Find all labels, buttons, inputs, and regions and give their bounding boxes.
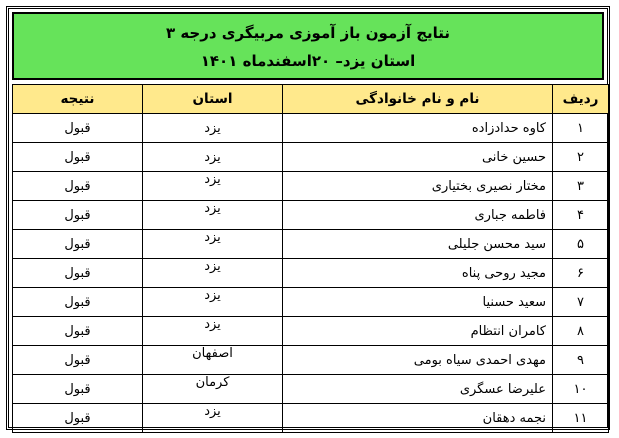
candidate-name: مختار نصیری بختیاری [283, 172, 553, 201]
candidate-name: فاطمه جباری [283, 201, 553, 230]
candidate-province: یزد [143, 143, 283, 172]
candidate-province: یزد [143, 404, 283, 433]
table-row [13, 288, 609, 317]
candidate-province: یزد [143, 288, 283, 317]
candidate-result: قبول [13, 404, 143, 433]
candidate-province: یزد [143, 230, 283, 259]
table-row [13, 317, 609, 346]
row-number: ۱۰ [553, 375, 609, 404]
candidate-result: قبول [13, 201, 143, 230]
candidate-province: یزد [143, 172, 283, 201]
table-row [13, 404, 609, 433]
header-name: نام و نام خانوادگی [283, 85, 553, 114]
candidate-name: مجید روحی پناه [283, 259, 553, 288]
candidate-province: یزد [143, 201, 283, 230]
table-row [13, 375, 609, 404]
title-line-2: استان یزد– ۲۰اسفندماه ۱۴۰۱ [200, 52, 416, 70]
table-row [13, 346, 609, 375]
candidate-result: قبول [13, 375, 143, 404]
candidate-province: کرمان [143, 375, 283, 404]
candidate-province: یزد [143, 259, 283, 288]
table-row [13, 259, 609, 288]
candidate-result: قبول [13, 230, 143, 259]
table-row [13, 230, 609, 259]
candidate-name: سعید حسنیا [283, 288, 553, 317]
candidate-result: قبول [13, 346, 143, 375]
results-sheet [6, 6, 610, 430]
row-number: ۸ [553, 317, 609, 346]
candidate-result: قبول [13, 114, 143, 143]
candidate-name: سید محسن جلیلی [283, 230, 553, 259]
header-row-number: ردیف [553, 85, 609, 114]
row-number: ۵ [553, 230, 609, 259]
candidate-result: قبول [13, 172, 143, 201]
candidate-result: قبول [13, 317, 143, 346]
title-banner [12, 12, 604, 80]
title-line-1: نتایج آزمون باز آموزی مربیگری درجه ۳ [165, 24, 451, 42]
header-result: نتیجه [13, 85, 143, 114]
candidate-name: نجمه دهقان [283, 404, 553, 433]
candidate-name: علیرضا عسگری [283, 375, 553, 404]
row-number: ۱۱ [553, 404, 609, 433]
results-table [12, 84, 609, 433]
candidate-province: یزد [143, 317, 283, 346]
row-number: ۱ [553, 114, 609, 143]
table-row [13, 172, 609, 201]
table-header-row [13, 85, 609, 114]
candidate-name: کامران انتظام [283, 317, 553, 346]
candidate-result: قبول [13, 259, 143, 288]
row-number: ۷ [553, 288, 609, 317]
candidate-name: مهدی احمدی سیاه بومی [283, 346, 553, 375]
candidate-result: قبول [13, 143, 143, 172]
row-number: ۹ [553, 346, 609, 375]
row-number: ۳ [553, 172, 609, 201]
candidate-name: کاوه حدادزاده [283, 114, 553, 143]
row-number: ۴ [553, 201, 609, 230]
table-row [13, 114, 609, 143]
candidate-province: یزد [143, 114, 283, 143]
table-row [13, 143, 609, 172]
candidate-result: قبول [13, 288, 143, 317]
candidate-province: اصفهان [143, 346, 283, 375]
table-row [13, 201, 609, 230]
row-number: ۶ [553, 259, 609, 288]
row-number: ۲ [553, 143, 609, 172]
header-province: استان [143, 85, 283, 114]
candidate-name: حسین خانی [283, 143, 553, 172]
